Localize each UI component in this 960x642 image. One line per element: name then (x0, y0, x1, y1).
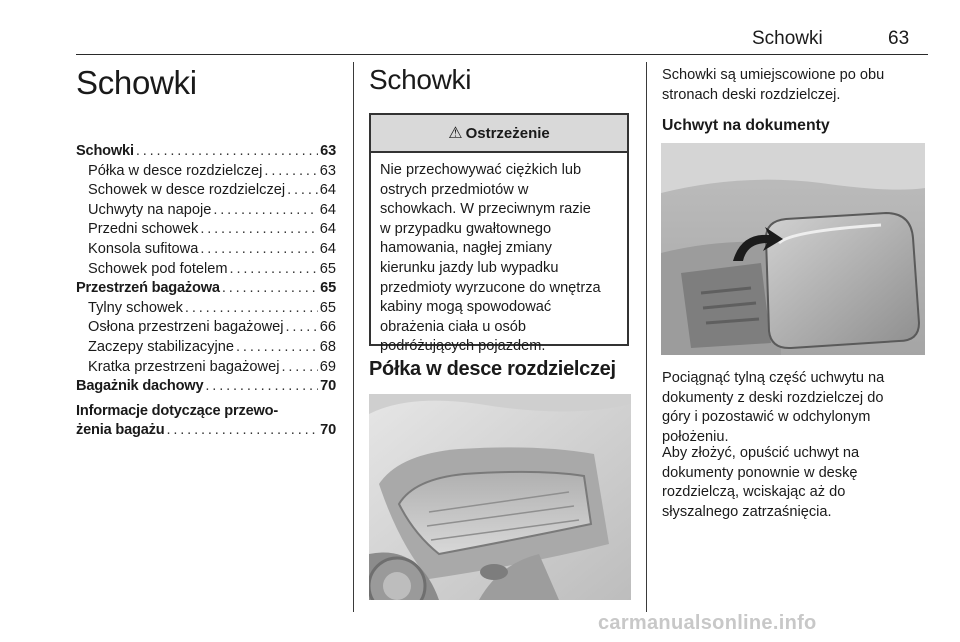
toc-leader-dots (205, 377, 318, 397)
toc-entry-page: 63 (319, 162, 336, 179)
toc-leader-dots (281, 358, 317, 378)
toc-leader-dots (222, 279, 318, 299)
warning-text-line: hamowania, nagłej zmiany (380, 240, 552, 257)
paragraph-close-instructions (662, 444, 924, 522)
toc-entry[interactable] (76, 377, 336, 397)
table-of-contents (76, 142, 336, 441)
document-holder-heading: Uchwyt na dokumenty (662, 117, 830, 134)
warning-text-line: w przypadku gwałtownego (380, 220, 552, 237)
intro-paragraph (662, 66, 924, 105)
toc-entry-label: Przestrzeń bagażowa (76, 280, 220, 297)
paragraph-line: Aby złożyć, opuścić uchwyt na (662, 445, 860, 461)
toc-entry-page: 64 (319, 182, 336, 199)
toc-entry[interactable] (76, 260, 336, 280)
dashboard-shelf-heading: Półka w desce rozdzielczej (369, 358, 616, 380)
header-rule (76, 54, 928, 55)
toc-entry-label: Schowek w desce rozdzielczej (88, 182, 286, 199)
toc-entry-label-line2: żenia bagażu (76, 422, 165, 439)
toc-entry[interactable] (76, 318, 336, 338)
toc-leader-dots (213, 201, 317, 221)
toc-entry[interactable] (76, 142, 336, 162)
column-divider-2 (646, 62, 647, 612)
toc-leader-dots (286, 318, 318, 338)
toc-entry-label: Przedni schowek (88, 221, 199, 238)
running-header-title: Schowki (752, 28, 823, 49)
toc-entry[interactable] (76, 162, 336, 182)
warning-text-line: Nie przechowywać ciężkich lub (380, 162, 582, 178)
warning-text-line: schowkach. W przeciwnym razie (380, 201, 591, 218)
paragraph-line: góry i pozostawić w odchylonym (662, 409, 871, 426)
toc-leader-dots (200, 220, 317, 240)
dashboard-shelf-illustration (369, 394, 631, 600)
toc-leader-dots (287, 181, 318, 201)
warning-text-line: przedmioty wyrzucone do wnętrza (380, 279, 601, 296)
toc-entry-label: Tylny schowek (88, 299, 183, 316)
toc-entry-page: 65 (319, 299, 336, 316)
toc-entry-page: 68 (319, 338, 336, 355)
toc-entry[interactable] (76, 299, 336, 319)
paragraph-line: dokumenty z deski rozdzielczej do (662, 389, 884, 406)
warning-box (369, 113, 629, 355)
toc-leader-dots (200, 240, 317, 260)
page-number: 63 (888, 28, 910, 49)
paragraph-line: położeniu. (662, 428, 729, 445)
warning-text-line: podróżujących pojazdem. (380, 338, 546, 355)
toc-entry-label: Uchwyty na napoje (88, 201, 212, 218)
toc-entry[interactable] (76, 181, 336, 201)
toc-leader-dots (166, 421, 318, 441)
chapter-title: Schowki (76, 64, 197, 101)
toc-entry-label: Zaczepy stabilizacyjne (88, 338, 235, 355)
section-title: Schowki (369, 64, 472, 95)
toc-entry[interactable] (76, 201, 336, 221)
footer-watermark: carmanualsonline.info (598, 612, 817, 634)
toc-entry-page: 65 (319, 260, 336, 277)
toc-entry-page: 70 (320, 422, 336, 439)
column-divider-1 (353, 62, 354, 612)
toc-entry-page: 69 (319, 358, 336, 375)
toc-leader-dots (230, 260, 318, 280)
toc-entry-label: Schowki (76, 143, 134, 159)
toc-entry-page: 63 (320, 143, 336, 159)
document-holder-illustration (661, 143, 925, 355)
toc-entry[interactable] (76, 358, 336, 378)
toc-entry-page: 66 (319, 319, 336, 336)
warning-text-line: ostrych przedmiotów w (380, 181, 529, 198)
toc-leader-dots (264, 162, 317, 182)
toc-entry[interactable] (76, 220, 336, 240)
paragraph-open-instructions (662, 369, 924, 447)
toc-entry-page: 64 (319, 240, 336, 257)
warning-header (371, 115, 627, 153)
warning-text (371, 153, 627, 357)
warning-heading: Ostrzeżenie (465, 124, 550, 142)
toc-entry-page: 70 (320, 378, 336, 395)
intro-line: stronach deski rozdzielczej. (662, 86, 841, 103)
paragraph-line: dokumenty ponownie w deskę (662, 464, 858, 481)
paragraph-line: słyszalnego zatrzaśnięcia. (662, 503, 832, 520)
toc-entry-page: 64 (319, 201, 336, 218)
toc-leader-dots (236, 338, 318, 358)
toc-entry-label: Kratka przestrzeni bagażowej (88, 358, 280, 375)
toc-leader-dots (185, 299, 318, 319)
toc-entry-label: Bagażnik dachowy (76, 378, 204, 395)
toc-entry[interactable] (76, 279, 336, 299)
toc-entry[interactable] (76, 338, 336, 358)
toc-entry-page: 64 (319, 221, 336, 238)
toc-entry-label: Osłona przestrzeni bagażowej (88, 319, 284, 336)
toc-entry[interactable] (76, 240, 336, 260)
toc-entry-label: Półka w desce rozdzielczej (88, 162, 263, 179)
toc-entry-page: 65 (320, 280, 336, 297)
warning-text-line: kabiny mogą spowodować (380, 299, 552, 316)
paragraph-line: rozdzielczą, wciskając aż do (662, 484, 846, 501)
toc-entry-label: Konsola sufitowa (88, 240, 199, 257)
toc-leader-dots (136, 142, 318, 162)
warning-text-line: kierunku jazdy lub wypadku (380, 259, 559, 276)
toc-entry-label-line1: Informacje dotyczące przewo- (76, 402, 279, 419)
warning-text-line: obrażenia ciała u osób (380, 318, 527, 335)
warning-triangle-icon: ⚠ (448, 125, 463, 142)
paragraph-line: Pociągnąć tylną część uchwytu na (662, 370, 885, 386)
toc-entry-label: Schowek pod fotelem (88, 260, 228, 277)
intro-line: Schowki są umiejscowione po obu (662, 67, 885, 83)
toc-entry-luggage-info[interactable] (76, 402, 336, 441)
toc-list (76, 142, 336, 397)
